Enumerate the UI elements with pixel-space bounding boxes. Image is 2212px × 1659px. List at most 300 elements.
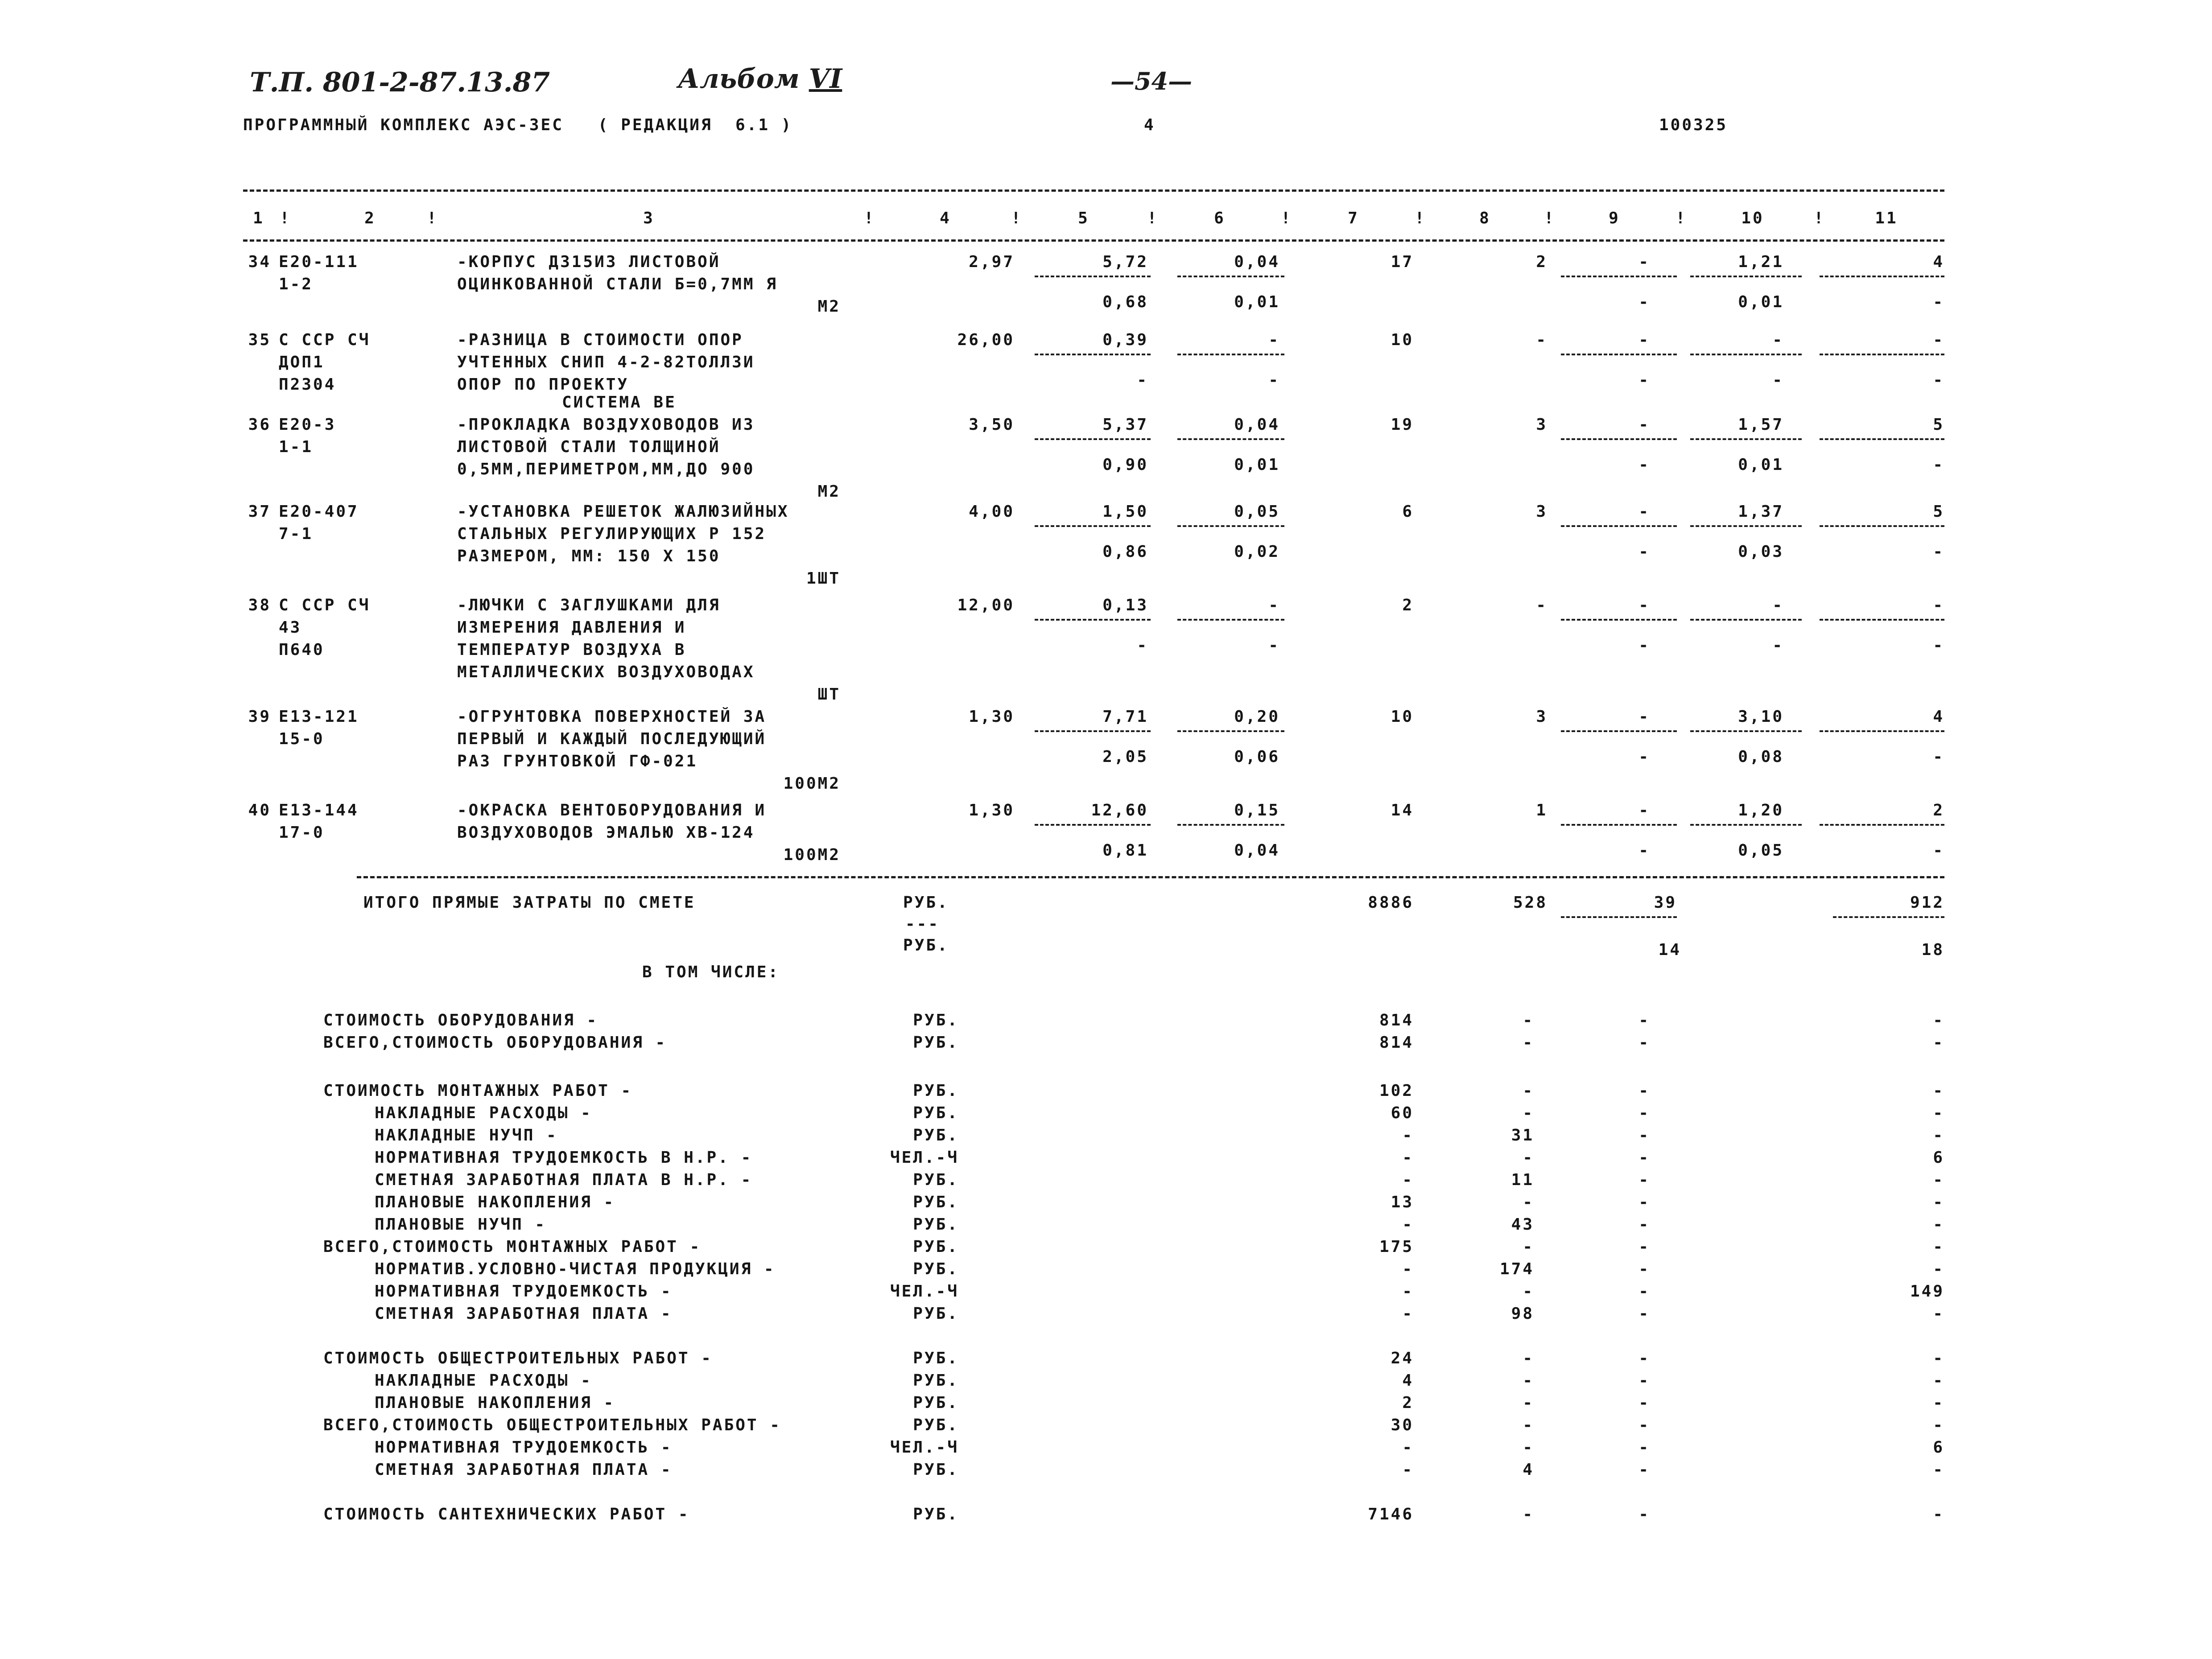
row-labor: 3,10 (1738, 708, 1784, 726)
row-unit-cost: 12,60 (1091, 801, 1148, 819)
row-number: 39 (248, 708, 271, 726)
total-label: ИТОГО ПРЯМЫЕ ЗАТРАТЫ ПО СМЕТЕ (363, 893, 696, 912)
summary-label: НОРМАТИВНАЯ ТРУДОЕМКОСТЬ - (375, 1282, 673, 1301)
row-total-cost: 6 (1402, 502, 1414, 521)
row-col9-sub: - (1638, 636, 1650, 655)
column-number: 9 (1609, 209, 1620, 227)
row-description: ТЕМПЕРАТУР ВОЗДУХА В (457, 641, 686, 659)
row-description: 0,5ММ,ПЕРИМЕТРОМ,ММ,ДО 900 (457, 460, 755, 478)
row-col9: - (1638, 416, 1650, 434)
total-col9: 39 (1654, 893, 1677, 912)
column-number: 3 (643, 209, 655, 227)
document-number: 100325 (1659, 116, 1728, 134)
summary-col9: - (1638, 1505, 1650, 1523)
summary-col11: - (1933, 1349, 1944, 1367)
row-labor-sub: - (1772, 636, 1784, 655)
totals-rule (357, 876, 1944, 878)
summary-col8: - (1523, 1505, 1534, 1523)
summary-label: ВСЕГО,СТОИМОСТЬ МОНТАЖНЫХ РАБОТ - (323, 1238, 702, 1256)
summary-col8: - (1523, 1238, 1534, 1256)
summary-cost: 175 (1379, 1238, 1414, 1256)
summary-col8: 4 (1523, 1461, 1534, 1479)
row-unit-wage: 0,20 (1234, 708, 1280, 726)
summary-col11: - (1933, 1394, 1944, 1412)
row-col11-sub: - (1933, 371, 1944, 389)
summary-cost: - (1402, 1260, 1414, 1278)
summary-col11: - (1933, 1104, 1944, 1122)
album-label (678, 63, 842, 95)
cell-divider (1177, 276, 1284, 277)
row-number: 37 (248, 502, 271, 521)
row-unit-cost: 5,72 (1102, 253, 1148, 271)
cell-divider (1820, 276, 1944, 277)
row-unit: М2 (817, 482, 841, 501)
row-col9: - (1638, 502, 1650, 521)
summary-col11: 149 (1910, 1282, 1944, 1301)
row-unit-wage-sub: 0,06 (1234, 748, 1280, 766)
cell-divider (1820, 619, 1944, 621)
summary-col9: - (1638, 1349, 1650, 1367)
row-total-cost: 19 (1391, 416, 1414, 434)
row-description: -ПРОКЛАДКА ВОЗДУХОВОДОВ ИЗ (457, 416, 755, 434)
summary-col8: 31 (1511, 1126, 1534, 1144)
cell-divider (1035, 276, 1151, 277)
row-code: Е20-111 (279, 253, 359, 271)
summary-cost: 24 (1391, 1349, 1414, 1367)
row-col9-sub: - (1638, 841, 1650, 860)
row-labor: 1,20 (1738, 801, 1784, 819)
column-separator: ! (1415, 209, 1426, 227)
summary-col8: - (1523, 1193, 1534, 1211)
cell-divider (1690, 525, 1802, 527)
row-number: 35 (248, 331, 271, 349)
summary-label: СТОИМОСТЬ ОБЩЕСТРОИТЕЛЬНЫХ РАБОТ - (323, 1349, 713, 1367)
row-number: 38 (248, 596, 271, 614)
row-labor-sub: 0,01 (1738, 456, 1784, 474)
summary-cost: - (1402, 1149, 1414, 1167)
row-code: 43 (279, 618, 302, 637)
row-col9-sub: - (1638, 456, 1650, 474)
row-col11: - (1933, 596, 1944, 614)
column-number: 8 (1479, 209, 1491, 227)
row-code: Е13-144 (279, 801, 359, 819)
row-description: -КОРПУС ДЗ15ИЗ ЛИСТОВОЙ (457, 253, 721, 271)
row-labor: 1,21 (1738, 253, 1784, 271)
summary-label: СМЕТНАЯ ЗАРАБОТНАЯ ПЛАТА - (375, 1305, 673, 1323)
summary-cost: 4 (1402, 1371, 1414, 1390)
row-labor: 1,57 (1738, 416, 1784, 434)
column-number: 4 (940, 209, 951, 227)
summary-col8: - (1523, 1011, 1534, 1029)
row-quantity: 3,50 (969, 416, 1015, 434)
row-col11-sub: - (1933, 636, 1944, 655)
summary-unit: РУБ. (913, 1260, 959, 1278)
row-total-wage: 1 (1536, 801, 1548, 819)
summary-col9: - (1638, 1126, 1650, 1144)
summary-col11: - (1933, 1461, 1944, 1479)
total-divider (1561, 916, 1677, 918)
cell-divider (1177, 619, 1284, 621)
summary-col11: - (1933, 1505, 1944, 1523)
album-word: Альбом (678, 63, 800, 95)
program-header: ПРОГРАММНЫЙ КОМПЛЕКС АЭС-ЗЕС ( РЕДАКЦИЯ 6.1 ) (243, 116, 793, 134)
row-description: СТАЛЬНЫХ РЕГУЛИРУЮЩИХ Р 152 (457, 525, 767, 543)
row-col11-sub: - (1933, 841, 1944, 860)
summary-col11: - (1933, 1215, 1944, 1234)
total-unit-dash: --- (905, 915, 940, 933)
row-total-cost: 17 (1391, 253, 1414, 271)
summary-col9: - (1638, 1416, 1650, 1434)
summary-cost: - (1402, 1215, 1414, 1234)
summary-col9: - (1638, 1371, 1650, 1390)
summary-col11: - (1933, 1082, 1944, 1100)
row-col9: - (1638, 708, 1650, 726)
cell-divider (1035, 619, 1151, 621)
summary-label: СМЕТНАЯ ЗАРАБОТНАЯ ПЛАТА - (375, 1461, 673, 1479)
row-unit-wage: - (1268, 331, 1280, 349)
row-unit: 1ШТ (806, 569, 841, 588)
summary-unit: РУБ. (913, 1126, 959, 1144)
row-description: ИЗМЕРЕНИЯ ДАВЛЕНИЯ И (457, 618, 686, 637)
row-quantity: 26,00 (957, 331, 1015, 349)
row-unit-cost-sub: 0,68 (1102, 293, 1148, 311)
section-title: СИСТЕМА ВЕ (562, 393, 677, 412)
column-number: 7 (1348, 209, 1359, 227)
summary-cost: - (1402, 1282, 1414, 1301)
cell-divider (1690, 354, 1802, 355)
summary-cost: - (1402, 1305, 1414, 1323)
summary-cost: 7146 (1368, 1505, 1414, 1523)
row-labor-sub: - (1772, 371, 1784, 389)
column-separator: ! (280, 209, 291, 227)
summary-unit: РУБ. (913, 1033, 959, 1052)
row-unit-cost-sub: 0,86 (1102, 543, 1148, 561)
row-number: 36 (248, 416, 271, 434)
row-code: 1-1 (279, 438, 314, 456)
summary-col8: - (1523, 1104, 1534, 1122)
row-unit: ШТ (817, 685, 841, 704)
summary-label: ПЛАНОВЫЕ НАКОПЛЕНИЯ - (375, 1394, 615, 1412)
summary-col8: - (1523, 1282, 1534, 1301)
summary-col9: - (1638, 1215, 1650, 1234)
cell-divider (1177, 824, 1284, 826)
summary-unit: ЧЕЛ.-Ч (890, 1438, 959, 1457)
cell-divider (1035, 438, 1151, 440)
row-col11-sub: - (1933, 543, 1944, 561)
summary-col8: 174 (1499, 1260, 1534, 1278)
summary-cost: 814 (1379, 1033, 1414, 1052)
row-col11: 4 (1933, 253, 1944, 271)
row-col9: - (1638, 253, 1650, 271)
summary-label: СТОИМОСТЬ ОБОРУДОВАНИЯ - (323, 1011, 598, 1029)
summary-col8: - (1523, 1416, 1534, 1434)
summary-col11: - (1933, 1033, 1944, 1052)
row-labor: 1,37 (1738, 502, 1784, 521)
summary-cost: 2 (1402, 1394, 1414, 1412)
row-description: -РАЗНИЦА В СТОИМОСТИ ОПОР (457, 331, 743, 349)
row-col9-sub: - (1638, 748, 1650, 766)
summary-col8: - (1523, 1371, 1534, 1390)
summary-col11: - (1933, 1171, 1944, 1189)
row-unit-wage-sub: 0,02 (1234, 543, 1280, 561)
summary-cost: - (1402, 1171, 1414, 1189)
row-unit-cost-sub: - (1137, 636, 1148, 655)
row-description: ОПОР ПО ПРОЕКТУ (457, 375, 629, 394)
summary-col11: - (1933, 1193, 1944, 1211)
table-top-rule (243, 189, 1944, 192)
column-separator: ! (1147, 209, 1159, 227)
row-col9: - (1638, 596, 1650, 614)
summary-label: СТОИМОСТЬ МОНТАЖНЫХ РАБОТ - (323, 1082, 633, 1100)
row-unit-wage: 0,05 (1234, 502, 1280, 521)
row-description: ВОЗДУХОВОДОВ ЭМАЛЬЮ ХВ-124 (457, 823, 755, 842)
row-unit-cost: 0,13 (1102, 596, 1148, 614)
row-unit-cost: 7,71 (1102, 708, 1148, 726)
table-header-rule (243, 239, 1944, 242)
row-unit-cost-sub: 2,05 (1102, 748, 1148, 766)
column-number: 10 (1741, 209, 1764, 227)
row-code: С ССР СЧ (279, 596, 371, 614)
summary-label: ПЛАНОВЫЕ НАКОПЛЕНИЯ - (375, 1193, 615, 1211)
summary-col11: - (1933, 1416, 1944, 1434)
row-total-wage: 2 (1536, 253, 1548, 271)
row-total-cost: 14 (1391, 801, 1414, 819)
summary-cost: - (1402, 1126, 1414, 1144)
total-unit: РУБ. (903, 893, 949, 912)
summary-col8: - (1523, 1082, 1534, 1100)
row-labor-sub: 0,05 (1738, 841, 1784, 860)
summary-label: НАКЛАДНЫЕ РАСХОДЫ - (375, 1104, 592, 1122)
row-col11-sub: - (1933, 748, 1944, 766)
summary-unit: РУБ. (913, 1349, 959, 1367)
row-code: 7-1 (279, 525, 314, 543)
row-quantity: 4,00 (969, 502, 1015, 521)
row-labor-sub: 0,01 (1738, 293, 1784, 311)
row-col9: - (1638, 331, 1650, 349)
summary-col11: - (1933, 1011, 1944, 1029)
cell-divider (1561, 438, 1677, 440)
row-unit-cost-sub: 0,81 (1102, 841, 1148, 860)
column-separator: ! (1676, 209, 1687, 227)
summary-col8: - (1523, 1349, 1534, 1367)
row-description: РАЗМЕРОМ, ММ: 150 Х 150 (457, 547, 721, 565)
row-code: Е20-3 (279, 416, 336, 434)
cell-divider (1690, 438, 1802, 440)
summary-col9: - (1638, 1438, 1650, 1457)
summary-unit: РУБ. (913, 1371, 959, 1390)
row-total-cost: 10 (1391, 331, 1414, 349)
summary-col8: 43 (1511, 1215, 1534, 1234)
row-col9-sub: - (1638, 543, 1650, 561)
cell-divider (1690, 730, 1802, 732)
row-unit-cost: 0,39 (1102, 331, 1148, 349)
column-separator: ! (1544, 209, 1556, 227)
row-total-cost: 2 (1402, 596, 1414, 614)
row-col11: 4 (1933, 708, 1944, 726)
row-code: 17-0 (279, 823, 325, 842)
row-total-wage: 3 (1536, 708, 1548, 726)
cell-divider (1177, 525, 1284, 527)
row-code: ДОП1 (279, 353, 325, 371)
row-code: П2304 (279, 375, 336, 394)
row-total-wage: - (1536, 596, 1548, 614)
summary-col9: - (1638, 1260, 1650, 1278)
row-unit-cost-sub: - (1137, 371, 1148, 389)
total-col11: 912 (1910, 893, 1944, 912)
summary-cost: 13 (1391, 1193, 1414, 1211)
summary-label: СТОИМОСТЬ САНТЕХНИЧЕСКИХ РАБОТ - (323, 1505, 690, 1523)
row-description: ОЦИНКОВАННОЙ СТАЛИ Б=0,7ММ Я (457, 275, 778, 293)
page-number-handwritten: —54— (1110, 67, 1193, 95)
row-labor: - (1772, 331, 1784, 349)
summary-unit: ЧЕЛ.-Ч (890, 1149, 959, 1167)
summary-col9: - (1638, 1193, 1650, 1211)
column-number: 5 (1078, 209, 1089, 227)
summary-col11: - (1933, 1371, 1944, 1390)
cell-divider (1561, 730, 1677, 732)
row-unit-wage-sub: 0,01 (1234, 293, 1280, 311)
cell-divider (1690, 276, 1802, 277)
row-labor: - (1772, 596, 1784, 614)
cell-divider (1177, 438, 1284, 440)
document-code: Т.П. 801-2-87.13.87 (250, 67, 550, 98)
column-separator: ! (1814, 209, 1825, 227)
row-code: Е13-121 (279, 708, 359, 726)
row-col9: - (1638, 801, 1650, 819)
column-separator: ! (427, 209, 438, 227)
row-unit-wage-sub: - (1268, 636, 1280, 655)
row-description: -ЛЮЧКИ С ЗАГЛУШКАМИ ДЛЯ (457, 596, 721, 614)
summary-cost: 102 (1379, 1082, 1414, 1100)
column-number: 1 (253, 209, 264, 227)
summary-unit: РУБ. (913, 1011, 959, 1029)
album-number: VI (809, 63, 842, 95)
summary-unit: РУБ. (913, 1505, 959, 1523)
row-col9-sub: - (1638, 371, 1650, 389)
row-total-cost: 10 (1391, 708, 1414, 726)
summary-label: ВСЕГО,СТОИМОСТЬ ОБЩЕСТРОИТЕЛЬНЫХ РАБОТ - (323, 1416, 781, 1434)
cell-divider (1035, 730, 1151, 732)
row-description: ПЕРВЫЙ И КАЖДЫЙ ПОСЛЕДУЮЩИЙ (457, 730, 767, 748)
summary-label: ПЛАНОВЫЕ НУЧП - (375, 1215, 547, 1234)
summary-col9: - (1638, 1305, 1650, 1323)
summary-label: НАКЛАДНЫЕ НУЧП - (375, 1126, 558, 1144)
row-unit-wage: 0,15 (1234, 801, 1280, 819)
summary-col8: 98 (1511, 1305, 1534, 1323)
summary-unit: РУБ. (913, 1082, 959, 1100)
summary-col11: - (1933, 1126, 1944, 1144)
row-quantity: 12,00 (957, 596, 1015, 614)
row-col11-sub: - (1933, 456, 1944, 474)
row-quantity: 1,30 (969, 708, 1015, 726)
summary-label: НОРМАТИВНАЯ ТРУДОЕМКОСТЬ В Н.Р. - (375, 1149, 753, 1167)
summary-col9: - (1638, 1149, 1650, 1167)
summary-col8: 11 (1511, 1171, 1534, 1189)
row-description: -ОКРАСКА ВЕНТОБОРУДОВАНИЯ И (457, 801, 767, 819)
row-description: УЧТЕННЫХ СНИП 4-2-82ТОЛЛЗИ (457, 353, 755, 371)
row-code: 15-0 (279, 730, 325, 748)
total-col11-sub: 18 (1921, 941, 1944, 959)
row-code: С ССР СЧ (279, 331, 371, 349)
cell-divider (1820, 354, 1944, 355)
row-description: -ОГРУНТОВКА ПОВЕРХНОСТЕЙ ЗА (457, 708, 767, 726)
summary-col9: - (1638, 1082, 1650, 1100)
summary-unit: РУБ. (913, 1171, 959, 1189)
cell-divider (1177, 354, 1284, 355)
cell-divider (1035, 354, 1151, 355)
summary-col8: - (1523, 1033, 1534, 1052)
summary-col9: - (1638, 1104, 1650, 1122)
row-unit-cost: 1,50 (1102, 502, 1148, 521)
row-description: МЕТАЛЛИЧЕСКИХ ВОЗДУХОВОДАХ (457, 663, 755, 681)
row-col11: 5 (1933, 416, 1944, 434)
row-description: -УСТАНОВКА РЕШЕТОК ЖАЛЮЗИЙНЫХ (457, 502, 789, 521)
row-number: 40 (248, 801, 271, 819)
column-number: 11 (1875, 209, 1898, 227)
summary-label: СМЕТНАЯ ЗАРАБОТНАЯ ПЛАТА В Н.Р. - (375, 1171, 753, 1189)
row-description: ЛИСТОВОЙ СТАЛИ ТОЛЩИНОЙ (457, 438, 721, 456)
row-unit-cost: 5,37 (1102, 416, 1148, 434)
summary-cost: 60 (1391, 1104, 1414, 1122)
cell-divider (1820, 730, 1944, 732)
cell-divider (1177, 730, 1284, 732)
cell-divider (1820, 525, 1944, 527)
summary-col9: - (1638, 1033, 1650, 1052)
summary-col9: - (1638, 1011, 1650, 1029)
summary-col8: - (1523, 1394, 1534, 1412)
summary-label: НОРМАТИВ.УСЛОВНО-ЧИСТАЯ ПРОДУКЦИЯ - (375, 1260, 776, 1278)
column-number: 6 (1214, 209, 1226, 227)
row-total-wage: 3 (1536, 502, 1548, 521)
summary-col11: 6 (1933, 1149, 1944, 1167)
cell-divider (1561, 276, 1677, 277)
summary-unit: РУБ. (913, 1193, 959, 1211)
row-unit: 100М2 (783, 846, 841, 864)
summary-col9: - (1638, 1282, 1650, 1301)
cell-divider (1561, 525, 1677, 527)
including-label: В ТОМ ЧИСЛЕ: (642, 963, 780, 981)
cell-divider (1561, 824, 1677, 826)
total-unit-2: РУБ. (903, 936, 949, 955)
summary-label: НАКЛАДНЫЕ РАСХОДЫ - (375, 1371, 592, 1390)
total-cost: 8886 (1368, 893, 1414, 912)
summary-col9: - (1638, 1394, 1650, 1412)
row-labor-sub: 0,08 (1738, 748, 1784, 766)
summary-unit: РУБ. (913, 1416, 959, 1434)
row-labor-sub: 0,03 (1738, 543, 1784, 561)
row-col11: - (1933, 331, 1944, 349)
summary-col11: - (1933, 1238, 1944, 1256)
summary-unit: РУБ. (913, 1461, 959, 1479)
row-unit: М2 (817, 297, 841, 316)
row-code: Е20-407 (279, 502, 359, 521)
summary-col11: 6 (1933, 1438, 1944, 1457)
total-wage: 528 (1513, 893, 1548, 912)
row-quantity: 1,30 (969, 801, 1015, 819)
summary-cost: - (1402, 1438, 1414, 1457)
row-unit-wage-sub: 0,04 (1234, 841, 1280, 860)
summary-unit: РУБ. (913, 1104, 959, 1122)
row-col11: 5 (1933, 502, 1944, 521)
column-separator: ! (864, 209, 875, 227)
cell-divider (1690, 824, 1802, 826)
row-col11-sub: - (1933, 293, 1944, 311)
cell-divider (1561, 619, 1677, 621)
row-quantity: 2,97 (969, 253, 1015, 271)
summary-unit: РУБ. (913, 1305, 959, 1323)
total-divider (1833, 916, 1944, 918)
row-col9-sub: - (1638, 293, 1650, 311)
